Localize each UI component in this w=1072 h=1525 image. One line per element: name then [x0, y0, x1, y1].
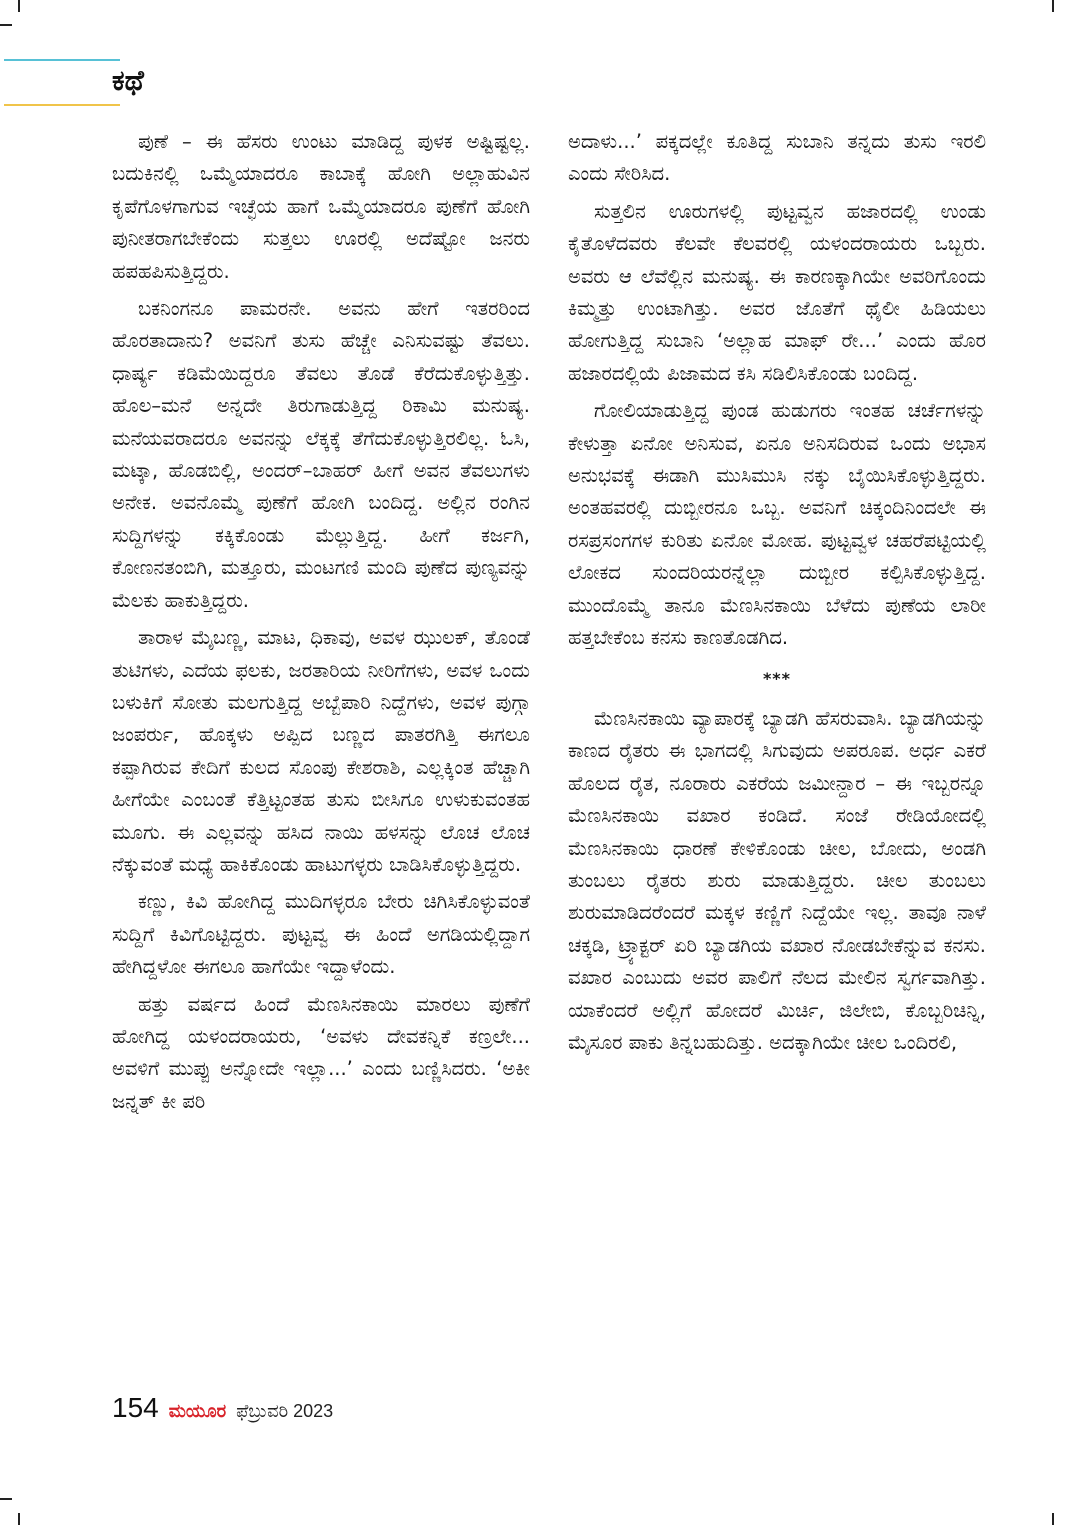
page-number: 154 [112, 1392, 159, 1423]
paragraph: ಮೆಣಸಿನಕಾಯಿ ವ್ಯಾಪಾರಕ್ಕೆ ಬ್ಯಾಡಗಿ ಹೆಸರುವಾಸಿ. ಬ್ಯಾಡಗಿಯನ್ನು ಕಾಣದ ರೈತರು ಈ ಭಾಗದಲ್ಲಿ ಸಿಗುವುದು ಅಪರೂಪ. ಅರ್ಧ ಎಕರೆ ಹೊಲದ ರೈತ, ನೂರಾರು ಎಕರೆಯ ಜಮೀನ್ದಾರ – ಈ ಇಬ್ಬರನ್ನೂ ಮೆಣಸಿನಕಾಯಿ ವಖಾರ ಕಂಡಿದೆ. ಸಂಜೆ ರೇಡಿಯೋದಲ್ಲಿ ಮೆಣಸಿನಕಾಯಿ ಧಾರಣೆ ಕೇಳಿಕೊಂಡು ಚೀಲ, ಬೋದು, ಅಂಡಗಿ ತುಂಬಲು ರೈತರು ಶುರು ಮಾಡುತ್ತಿದ್ದರು. ಚೀಲ ತುಂಬಲು ಶುರುಮಾಡಿದರೆಂದರೆ ಮಕ್ಕಳ ಕಣ್ಣಿಗೆ ನಿದ್ದೆಯೇ ಇಲ್ಲ. ತಾವೂ ನಾಳೆ ಚಕ್ಕಡಿ, ಟ್ರ್ಯಾಕ್ಟರ್ ಏರಿ ಬ್ಯಾಡಗಿಯ ವಖಾರ ನೋಡಬೇಕೆನ್ನುವ ಕನಸು. ವಖಾರ ಎಂಬುದು ಅವರ ಪಾಲಿಗೆ ನೆಲದ ಮೇಲಿನ ಸ್ವರ್ಗವಾಗಿತ್ತು. ಯಾಕೆಂದರೆ ಅಲ್ಲಿಗೆ ಹೋದರೆ ಮಿರ್ಚಿ, ಜಿಲೇಬಿ, ಕೊಬ್ಬರಿಚಿನ್ನಿ, ಮೈಸೂರ ಪಾಕು ತಿನ್ನಬಹುದಿತ್ತು. ಅದಕ್ಕಾಗಿಯೇ ಚೀಲ ಒಂದಿರಲಿ, [568, 706, 986, 1054]
crop-mark [1052, 1513, 1054, 1525]
paragraph: ಕಣ್ಣು, ಕಿವಿ ಹೋಗಿದ್ದ ಮುದಿಗಳ್ಳರೂ ಬೇರು ಚಿಗಿಸಿಕೊಳ್ಳುವಂತೆ ಸುದ್ದಿಗೆ ಕಿವಿಗೊಟ್ಟಿದ್ದರು. ಪುಟ್ಟವ್ವ ಈ ಹಿಂದೆ ಅಗಡಿಯಲ್ಲಿದ್ದಾಗ ಹೇಗಿದ್ದಳೋ ಈಗಲೂ ಹಾಗೆಯೇ ಇದ್ದಾಳೆಂದು. [112, 890, 530, 979]
crop-mark [0, 1498, 12, 1500]
crop-mark [18, 1513, 20, 1525]
section-separator: *** [762, 668, 792, 688]
crop-mark [1052, 0, 1054, 12]
magazine-logo: ಮಯೂರ [168, 1401, 227, 1422]
page-footer [112, 1392, 333, 1424]
section-label: ಕಥೆ [112, 64, 144, 97]
section-rule-bottom [4, 104, 120, 106]
paragraph: ಹತ್ತು ವರ್ಷದ ಹಿಂದೆ ಮೆಣಸಿನಕಾಯಿ ಮಾರಲು ಪುಣೆಗೆ ಹೋಗಿದ್ದ ಯಳಂದರಾಯರು, ‘ಅವಳು ದೇವಕನ್ನಿಕೆ ಕಣ್ರಲೇ... ಅವಳಿಗೆ ಮುಪ್ಪು ಅನ್ನೋದೇ ಇಲ್ಲಾ...’ ಎಂದು ಬಣ್ಣಿಸಿದರು. ‘ಅಕೀ ಜನ್ನತ್ ಕೀ ಪರಿ [112, 992, 530, 1113]
right-column [568, 126, 986, 1064]
paragraph: ಗೋಲಿಯಾಡುತ್ತಿದ್ದ ಪುಂಡ ಹುಡುಗರು ಇಂತಹ ಚರ್ಚೆಗಳನ್ನು ಕೇಳುತ್ತಾ ಏನೋ ಅನಿಸುವ, ಏನೂ ಅನಿಸದಿರುವ ಒಂದು ಅಭಾಸ ಅನುಭವಕ್ಕೆ ಈಡಾಗಿ ಮುಸಿಮುಸಿ ನಕ್ಕು ಬೈಯಿಸಿಕೊಳ್ಳುತ್ತಿದ್ದರು. ಅಂತಹವರಲ್ಲಿ ದುಬ್ಬೀರನೂ ಒಬ್ಬ. ಅವನಿಗೆ ಚಿಕ್ಕಂದಿನಿಂದಲೇ ಈ ರಸಪ್ರಸಂಗಗಳ ಕುರಿತು ಏನೋ ಮೋಹ. ಪುಟ್ಟವ್ವಳ ಚಹರೆಪಟ್ಟಿಯಲ್ಲಿ ಲೋಕದ ಸುಂದರಿಯರನ್ನೆಲ್ಲಾ ದುಬ್ಬೀರ ಕಲ್ಪಿಸಿಕೊಳ್ಳುತ್ತಿದ್ದ. ಮುಂದೊಮ್ಮೆ ತಾನೂ ಮೆಣಸಿನಕಾಯಿ ಬೆಳೆದು ಪುಣೆಯ ಲಾರೀ ಹತ್ತಬೇಕೆಂಬ ಕನಸು ಕಾಣತೊಡಗಿದ. [568, 399, 986, 650]
paragraph: ಅದಾಳು...’ ಪಕ್ಕದಲ್ಲೇ ಕೂತಿದ್ದ ಸುಬಾನಿ ತನ್ನದು ತುಸು ಇರಲಿ ಎಂದು ಸೇರಿಸಿದ. [568, 130, 986, 186]
paragraph: ಪುಣೆ – ಈ ಹೆಸರು ಉಂಟು ಮಾಡಿದ್ದ ಪುಳಕ ಅಷ್ಟಿಷ್ಟಲ್ಲ. ಬದುಕಿನಲ್ಲಿ ಒಮ್ಮೆಯಾದರೂ ಕಾಬಾಕ್ಕೆ ಹೋಗಿ ಅಲ್ಲಾಹುವಿನ ಕೃಪೆಗೊಳಗಾಗುವ ಇಚ್ಛೆಯ ಹಾಗೆ ಒಮ್ಮೆಯಾದರೂ ಪುಣೆಗೆ ಹೋಗಿ ಪುನೀತರಾಗಬೇಕೆಂದು ಸುತ್ತಲು ಊರಲ್ಲಿ ಅದೆಷ್ಟೋ ಜನರು ಹಪಹಪಿಸುತ್ತಿದ್ದರು. [112, 130, 530, 283]
section-rule-top [4, 59, 120, 61]
crop-mark [18, 0, 20, 12]
crop-mark [0, 24, 12, 26]
paragraph: ಬಕನಿಂಗನೂ ಪಾಮರನೇ. ಅವನು ಹೇಗೆ ಇತರರಿಂದ ಹೊರತಾದಾನು? ಅವನಿಗೆ ತುಸು ಹೆಚ್ಚೇ ಎನಿಸುವಷ್ಟು ತೆವಲು. ಧಾರ್ಷ್ಯ ಕಡಿಮೆಯಿದ್ದರೂ ತೆವಲು ತೊಡೆ ಕೆರೆದುಕೊಳ್ಳುತ್ತಿತ್ತು. ಹೊಲ–ಮನೆ ಅನ್ನದೇ ತಿರುಗಾಡುತ್ತಿದ್ದ ರಿಕಾಮಿ ಮನುಷ್ಯ. ಮನೆಯವರಾದರೂ ಅವನನ್ನು ಲೆಕ್ಕಕ್ಕೆ ತೆಗೆದುಕೊಳ್ಳುತ್ತಿರಲಿಲ್ಲ. ಓಸಿ, ಮಟ್ಕಾ, ಹೊಡಬಿಲ್ಲಿ, ಅಂದರ್–ಬಾಹರ್ ಹೀಗೆ ಅವನ ತೆವಲುಗಳು ಅನೇಕ. ಅವನೊಮ್ಮೆ ಪುಣೆಗೆ ಹೋಗಿ ಬಂದಿದ್ದ. ಅಲ್ಲಿನ ರಂಗಿನ ಸುದ್ದಿಗಳನ್ನು ಕಕ್ಕಿಕೊಂಡು ಮೆಲ್ಲುತ್ತಿದ್ದ. ಹೀಗೆ ಕರ್ಜಗಿ, ಕೋಣನತಂಬಿಗಿ, ಮತ್ತೂರು, ಮಂಟಗಣಿ ಮಂದಿ ಪುಣೆದ ಪುಣ್ಯವನ್ನು ಮೆಲಕು ಹಾಕುತ್ತಿದ್ದರು. [112, 297, 530, 612]
paragraph: ತಾರಾಳ ಮೈಬಣ್ಣ, ಮಾಟ, ಧಿಕಾವು, ಅವಳ ಝುಲಕ್, ತೊಂಡೆ ತುಟಿಗಳು, ಎದೆಯ ಫಲಕು, ಜರತಾರಿಯ ನೀರಿಗೆಗಳು, ಅವಳ ಒಂದು ಬಳುಕಿಗೆ ಸೋತು ಮಲಗುತ್ತಿದ್ದ ಅಬ್ಬೆಪಾರಿ ನಿದ್ದೆಗಳು, ಅವಳ ಪುಗ್ಗಾ ಜಂಪರ್ರು, ಹೊಕ್ಕಳು ಅಪ್ಪಿದ ಬಣ್ಣದ ಪಾತರಗಿತ್ತಿ ಈಗಲೂ ಕಪ್ಪಾಗಿರುವ ಕೇದಿಗೆ ಕುಲದ ಸೊಂಪು ಕೇಶರಾಶಿ, ಎಲ್ಲಕ್ಕಿಂತ ಹೆಚ್ಚಾಗಿ ಹೀಗೆಯೇ ಎಂಬಂತೆ ಕೆತ್ತಿಟ್ಟಂತಹ ತುಸು ಬೀಸಿಗೂ ಉಳುಕುವಂತಹ ಮೂಗು. ಈ ಎಲ್ಲವನ್ನು ಹಸಿದ ನಾಯಿ ಹಳಸನ್ನು ಲೊಚ ಲೊಚ ನೆಕ್ಕುವಂತೆ ಮಧ್ಯೆ ಹಾಕಿಕೊಂಡು ಹಾಟುಗಳ್ಳರು ಬಾಡಿಸಿಕೊಳ್ಳುತ್ತಿದ್ದರು. [112, 626, 530, 876]
issue-date: ಫೆಬ್ರುವರಿ 2023 [236, 1401, 334, 1421]
left-column [112, 126, 530, 1123]
paragraph: ಸುತ್ತಲಿನ ಊರುಗಳಲ್ಲಿ ಪುಟ್ಟವ್ವನ ಹಜಾರದಲ್ಲಿ ಉಂಡು ಕೈತೊಳೆದವರು ಕೆಲವೇ ಕೆಲವರಲ್ಲಿ ಯಳಂದರಾಯರು ಒಬ್ಬರು. ಅವರು ಆ ಲೆವೆಲ್ಲಿನ ಮನುಷ್ಯ. ಈ ಕಾರಣಕ್ಕಾಗಿಯೇ ಅವರಿಗೊಂದು ಕಿಮ್ಮತ್ತು ಉಂಟಾಗಿತ್ತು. ಅವರ ಜೊತೆಗೆ ಥೈಲೀ ಹಿಡಿಯಲು ಹೋಗುತ್ತಿದ್ದ ಸುಬಾನಿ ‘ಅಲ್ಲಾಹ ಮಾಫ್ ರೇ...’ ಎಂದು ಹೊರ ಹಜಾರದಲ್ಲಿಯೆ ಪಿಜಾಮದ ಕಸಿ ಸಡಿಲಿಸಿಕೊಂಡು ಬಂದಿದ್ದ. [568, 199, 986, 385]
